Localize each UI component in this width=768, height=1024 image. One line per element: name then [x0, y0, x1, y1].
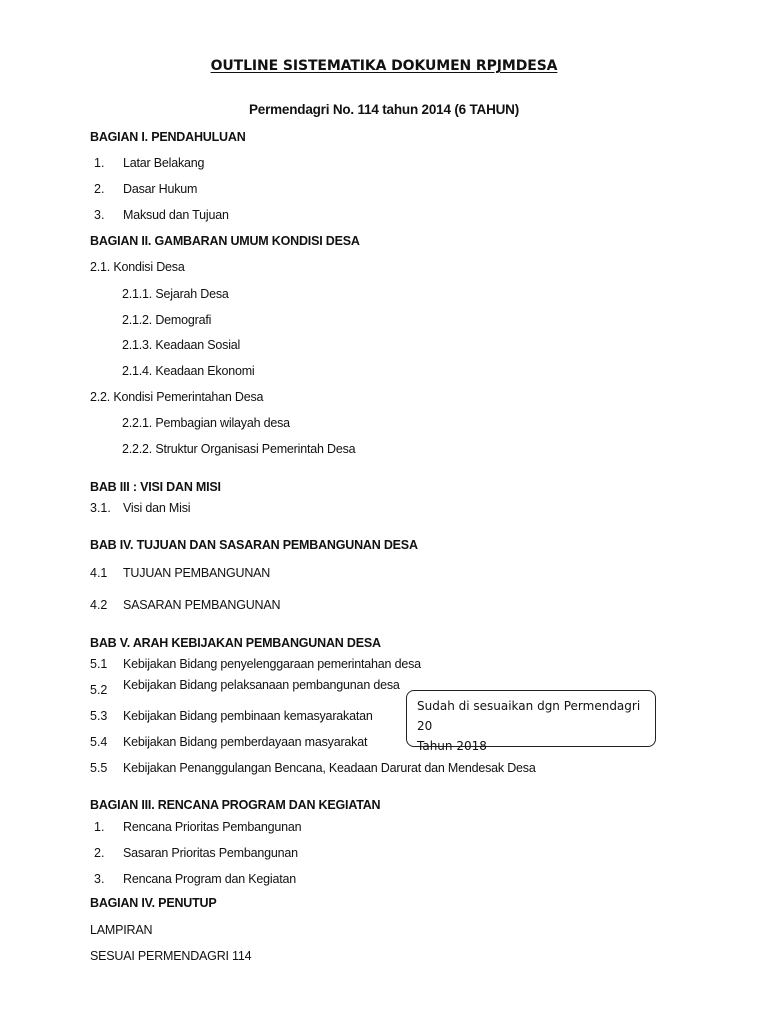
bagian3-heading: BAGIAN III. RENCANA PROGRAM DAN KEGIATAN: [90, 798, 381, 812]
note-line-2: Tahun 2018: [417, 739, 487, 753]
list-item: Dasar Hukum: [123, 182, 198, 196]
list-item-number: 3.: [94, 208, 105, 222]
list-item: 2.1.2. Demografi: [122, 313, 212, 327]
bagian4-heading: BAGIAN IV. PENUTUP: [90, 896, 217, 910]
list-item: Visi dan Misi: [123, 501, 191, 515]
list-item: 2.2.2. Struktur Organisasi Pemerintah Desa: [122, 442, 356, 456]
bab4-heading: BAB IV. TUJUAN DAN SASARAN PEMBANGUNAN DESA: [90, 538, 418, 552]
bab3-heading: BAB III : VISI DAN MISI: [90, 480, 221, 494]
note-callout-box: [406, 690, 656, 753]
list-item: Kebijakan Penanggulangan Bencana, Keadaan Darurat dan Mendesak Desa: [123, 761, 536, 775]
list-item-number: 2.: [94, 182, 105, 196]
sesuai-text: SESUAI PERMENDAGRI 114: [90, 949, 252, 963]
list-item: Rencana Prioritas Pembangunan: [123, 820, 302, 834]
section-heading: 2.1. Kondisi Desa: [90, 260, 185, 274]
list-item-number: 4.2: [90, 598, 108, 612]
list-item-number: 3.1.: [90, 501, 111, 515]
list-item: Latar Belakang: [123, 156, 205, 170]
list-item-number: 4.1: [90, 566, 108, 580]
list-item: Kebijakan Bidang pelaksanaan pembangunan desa: [123, 678, 400, 692]
bagian2-heading: BAGIAN II. GAMBARAN UMUM KONDISI DESA: [90, 234, 360, 248]
list-item: Kebijakan Bidang penyelenggaraan pemerintahan desa: [123, 657, 421, 671]
list-item-number: 5.4: [90, 735, 108, 749]
document-title: OUTLINE SISTEMATIKA DOKUMEN RPJMDESA: [210, 58, 558, 74]
document-subtitle: Permendagri No. 114 tahun 2014 (6 TAHUN): [248, 102, 520, 117]
list-item: Maksud dan Tujuan: [123, 208, 229, 222]
list-item-number: 2.: [94, 846, 105, 860]
bagian1-heading: BAGIAN I. PENDAHULUAN: [90, 130, 246, 144]
list-item: 2.1.4. Keadaan Ekonomi: [122, 364, 255, 378]
list-item-number: 5.5: [90, 761, 108, 775]
list-item: TUJUAN PEMBANGUNAN: [123, 566, 271, 580]
list-item: Kebijakan Bidang pembinaan kemasyarakatan: [123, 709, 373, 723]
list-item: Kebijakan Bidang pemberdayaan masyarakat: [123, 735, 368, 749]
list-item: 2.1.3. Keadaan Sosial: [122, 338, 241, 352]
note-line-1: Sudah di sesuaikan dgn Permendagri 20: [417, 699, 641, 733]
list-item: Sasaran Prioritas Pembangunan: [123, 846, 298, 860]
list-item-number: 5.3: [90, 709, 108, 723]
list-item: SASARAN PEMBANGUNAN: [123, 598, 281, 612]
list-item: 2.1.1. Sejarah Desa: [122, 287, 229, 301]
list-item-number: 5.1: [90, 657, 108, 671]
list-item-number: 5.2: [90, 683, 108, 697]
list-item: Rencana Program dan Kegiatan: [123, 872, 296, 886]
section-heading: 2.2. Kondisi Pemerintahan Desa: [90, 390, 264, 404]
list-item-number: 1.: [94, 820, 105, 834]
list-item-number: 3.: [94, 872, 105, 886]
list-item-number: 1.: [94, 156, 105, 170]
lampiran-text: LAMPIRAN: [90, 923, 153, 937]
bab5-heading: BAB V. ARAH KEBIJAKAN PEMBANGUNAN DESA: [90, 636, 381, 650]
list-item: 2.2.1. Pembagian wilayah desa: [122, 416, 290, 430]
